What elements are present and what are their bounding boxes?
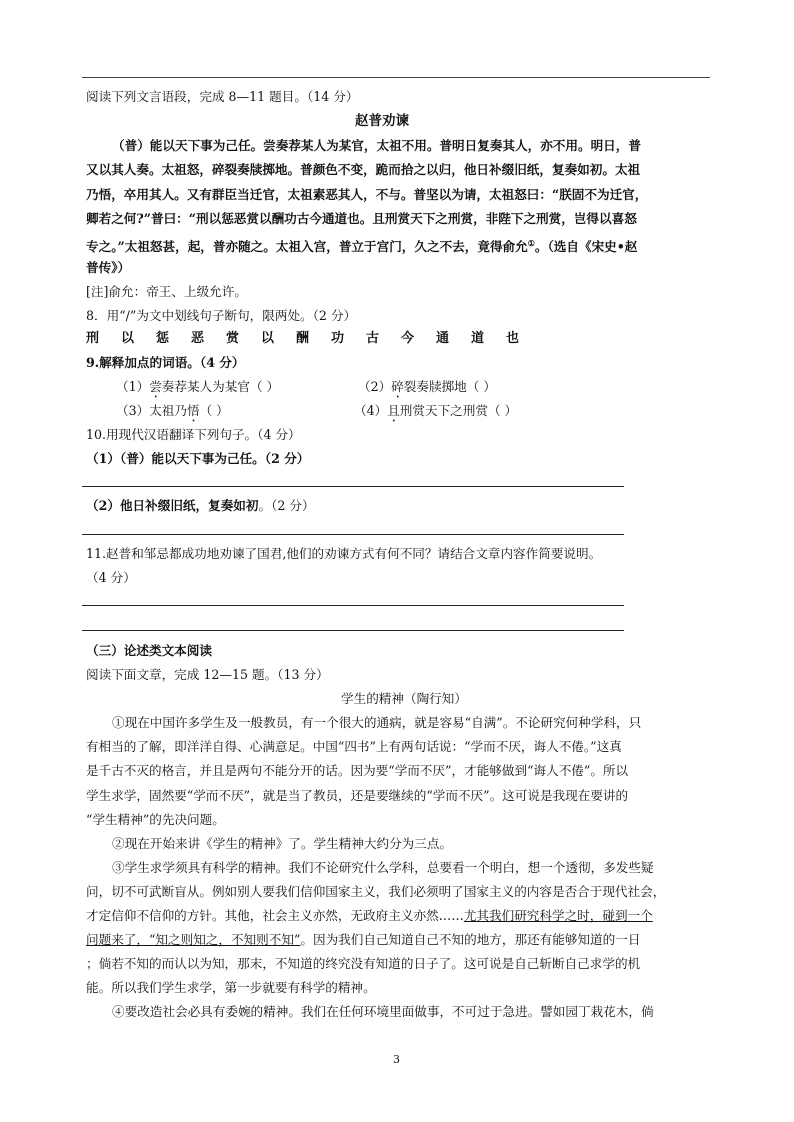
essay-title: 学生的精神（陶行知） bbox=[341, 691, 467, 706]
classical-line-5-text: 专之。”太祖怒甚，起，普亦随之。太祖入宫，普立于宫门，久之不去，竟得俞允 bbox=[86, 239, 528, 255]
essay-line-5: “学生精神”的先决问题。 bbox=[86, 812, 225, 827]
question-8-sentence: 刑以惩恶赏以酬功古今通道也 bbox=[86, 331, 542, 346]
question-10-2: （2）他日补缀旧纸，复奏如初。（2 分） bbox=[86, 498, 315, 513]
question-9: 9.解释加点的词语。（4 分） bbox=[86, 355, 245, 370]
intro-2: 阅读下面文章，完成 12—15 题。（13 分） bbox=[86, 667, 329, 682]
q9-item-2: （2）碎裂奏牍掷地（ ） bbox=[358, 379, 496, 394]
classical-line-4: 卿若之何?”普曰：“刑以惩恶赏以酬功古今通道也。且刑赏天下之刑赏，非陛下之刑赏，岂得以喜怒 bbox=[86, 211, 637, 226]
classical-line-2: 又以其人奏。太祖怒，碎裂奏牍掷地。普颜色不变，跪而拾之以归，他日补缀旧纸，复奏如初。太祖 bbox=[86, 162, 641, 177]
section-3-heading: （三）论述类文本阅读 bbox=[86, 643, 212, 658]
essay-line-11: ；倘若不知的而认以为知，那末，不知道的终究没有知道的日子了。这可说是自己斩断自己求学的机 bbox=[86, 956, 641, 971]
q9-item-4: （4）且刑赏天下之刑赏（ ） bbox=[354, 403, 518, 418]
classical-line-1: （普）能以天下事为己任。尝奏荐某人为某官，太祖不用。普明日复奏其人，亦不用。明日，普 bbox=[112, 138, 641, 153]
answer-line-11-b bbox=[82, 630, 624, 631]
question-11: 11.赵普和邹忌都成功地劝谏了国君,他们的劝谏方式有何不同？请结合文章内容作简要说明。 bbox=[86, 546, 602, 561]
essay-line-10: 问题来了，“知之则知之，不知则不知”。因为我们自己知道自己不知的地方，那还有能够知道的一日 bbox=[86, 932, 641, 947]
question-11-score: （4 分） bbox=[86, 570, 136, 585]
essay-line-8: 问，切不可武断盲从。例如别人要我们信仰国家主义，我们必须明了国家主义的内容是否合于现代社会， bbox=[86, 884, 666, 899]
answer-line-10-1 bbox=[82, 486, 624, 487]
footnote: [注]俞允：帝王、上级允许。 bbox=[86, 284, 247, 299]
classical-line-3: 乃悟，卒用其人。又有群臣当迁官，太祖素恶其人，不与。普坚以为请，太祖怒曰：“朕固不为迁官， bbox=[86, 187, 648, 202]
essay-line-13: ④要改造社会必具有委婉的精神。我们在任何环境里面做事，不可过于急进。譬如园丁栽花木，倘 bbox=[112, 1004, 654, 1019]
underlined-phrase-1: 尤其我们研究科学之时，碰到一个 bbox=[463, 908, 653, 923]
intro-instruction: 阅读下列文言语段，完成 8—11 题目。（14 分） bbox=[86, 89, 359, 104]
classical-line-5 bbox=[86, 235, 637, 255]
page-number: 3 bbox=[393, 1053, 400, 1066]
essay-line-12: 能。所以我们学生求学，第一步就要有科学的精神。 bbox=[86, 980, 376, 995]
top-rule bbox=[82, 77, 710, 78]
classical-line-6: 普传》） bbox=[86, 260, 131, 275]
essay-line-6: ②现在开始来讲《学生的精神》了。学生精神大约分为三点。 bbox=[112, 836, 453, 851]
q9-item-1: （1）尝奏荐某人为某官（ ） bbox=[116, 379, 280, 394]
q9-item-3: （3）太祖乃悟（ ） bbox=[116, 403, 229, 418]
question-10-1: （1）（普）能以天下事为己任。（2 分） bbox=[86, 451, 310, 466]
classical-line-5-tail: 。（选自《宋史•赵 bbox=[534, 239, 638, 255]
question-8: 8．用“/”为文中划线句子断句，限两处。（2 分） bbox=[86, 308, 357, 323]
question-10: 10.用现代汉语翻译下列句子。（4 分） bbox=[86, 427, 301, 442]
answer-line-10-2 bbox=[82, 534, 624, 535]
essay-line-2: 有相当的了解，即洋洋自得、心满意足。中国“四书”上有两句话说：“学而不厌，诲人不倦。”这真 bbox=[86, 739, 622, 754]
essay-line-9: 才定信仰不信仰的方针。其他，社会主义亦然，无政府主义亦然……尤其我们研究科学之时，碰到一个 bbox=[86, 908, 653, 923]
essay-line-7: ③学生求学须具有科学的精神。我们不论研究什么学科，总要看一个明白，想一个透彻，多发些疑 bbox=[112, 860, 654, 875]
essay-line-4: 学生求学，固然要“学而不厌”，就是当了教员，还是要继续的“学而不厌”。这可说是我现在要讲的 bbox=[86, 788, 629, 803]
essay-line-1: ①现在中国许多学生及一般教员，有一个很大的通病，就是容易“自满”。不论研究何种学科，只 bbox=[112, 715, 642, 730]
footnote-mark: ① bbox=[527, 238, 535, 248]
underlined-phrase-2: 问题来了，“知之则知之，不知则不知” bbox=[86, 932, 301, 947]
essay-line-3: 是千古不灭的格言，并且是两句不能分开的话。因为要“学而不厌”，才能够做到“诲人不倦”。所以 bbox=[86, 763, 629, 778]
classical-title: 赵普劝谏 bbox=[355, 113, 409, 129]
answer-line-11-a bbox=[82, 605, 624, 606]
